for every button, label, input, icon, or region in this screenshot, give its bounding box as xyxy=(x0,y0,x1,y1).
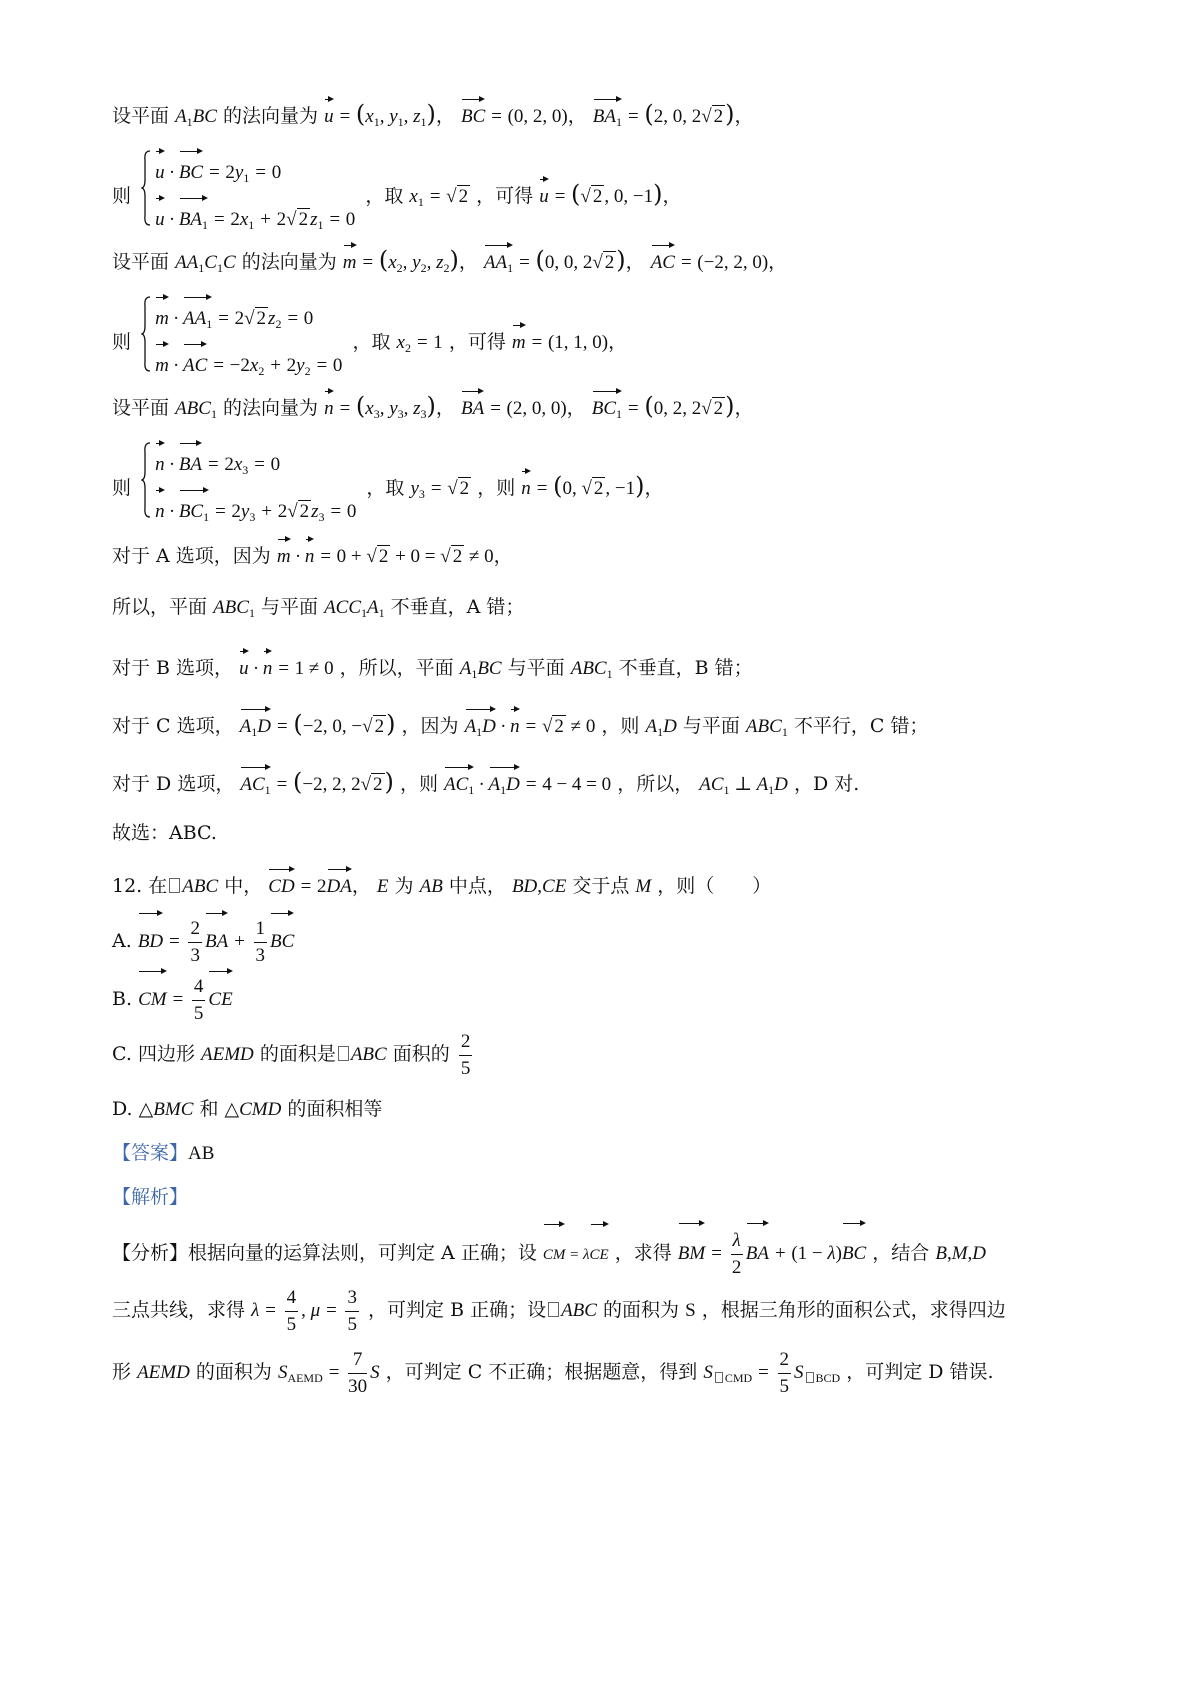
math-bmd: B,M,D xyxy=(935,1243,986,1264)
analysis-text-6: 的面积为 xyxy=(603,1299,680,1321)
math-u-def: $u = (x_1$, $y_1$, $z_1$) xyxy=(324,106,436,127)
text-because: ，因为 xyxy=(401,715,459,737)
math-bmc: △BMC xyxy=(138,1099,194,1120)
line-conclusion-a xyxy=(112,592,1140,628)
analysis-text-1: 根据向量的运算法则，可判定 A 正确；设 xyxy=(188,1242,537,1264)
line-option-d xyxy=(112,766,1140,805)
math-acc1a1: $ACC_1A_1$ xyxy=(324,597,385,620)
math-cmd: △CMD xyxy=(224,1099,282,1120)
text-comma: ， xyxy=(351,875,371,897)
answer-label: 【答案】 xyxy=(112,1142,189,1164)
line-option-c xyxy=(112,708,1140,747)
text-so-plane-2: ，所以，平面 xyxy=(339,657,454,679)
text-option-c: 对于 C 选项， xyxy=(112,715,234,737)
math-abc-2: ABC xyxy=(350,1044,387,1065)
text-is: 为 xyxy=(394,875,414,897)
text-normal-vector-2: 的法向量为 xyxy=(241,251,337,273)
math-cm-lambda-ce: CM = λCE xyxy=(543,1247,609,1263)
text-c-wrong: 不平行，C 错； xyxy=(793,715,929,737)
math-u-val: u = (√ 2 , 0, −1) xyxy=(539,186,662,207)
math-bc-vec: BC = (0, 2, 0) xyxy=(461,106,568,127)
text-take-2: ，取 xyxy=(352,331,391,353)
analysis-text-4: 三点共线，求得 xyxy=(112,1299,246,1321)
math-s-aemd: $S_{AEMD}$ = $\frac{7}{30}$ S xyxy=(277,1349,380,1398)
math-option-b: CM = $\frac{4}{5}$ CE xyxy=(138,989,233,1010)
equation-system-u: u · BC = $2y_1 = 0$ $u \cdot BA_1 = 2x_1 + 2√$ 2 $z_1 = 0$ xyxy=(141,150,355,244)
line-system-n: 则 n · BA = $2x_3 = 0$ $n \cdot BC_1 = 2y_3 + 2√$ 2 $z_3 = 0$ ，取 $y_3$ = √ 2 ，则 n = (0, √ 2 , −1)， xyxy=(112,442,1140,536)
text-then-5: ，则 xyxy=(601,715,640,737)
question-number: 12. 在 xyxy=(112,875,168,897)
math-two-fifths: $\frac{2}{5}$ xyxy=(460,1030,471,1079)
math-a1bc-b: $A_1BC$ xyxy=(459,658,502,681)
text-set-plane: 设平面 xyxy=(112,105,170,127)
missing-glyph-box-3 xyxy=(548,1302,559,1317)
answer-value: AB xyxy=(188,1143,215,1164)
question-option-a xyxy=(112,912,1140,969)
text-obtain-2: ，可得 xyxy=(448,331,506,353)
answer-line xyxy=(112,1138,1140,1169)
math-ba1-vec: $BA_1 = (2$, 0, 2√ 2) xyxy=(593,106,735,127)
analysis-text-11: ，可判定 D 错误. xyxy=(846,1361,994,1383)
math-abc1: $ABC_1$ xyxy=(175,398,217,421)
analysis-line-1 xyxy=(112,1222,1140,1283)
option-b-label: B. xyxy=(112,988,133,1010)
text-option-b: 对于 B 选项， xyxy=(112,657,234,679)
text-so-plane: 所以，平面 xyxy=(112,596,208,618)
question-12-stem xyxy=(112,868,1140,902)
math-e: E xyxy=(376,876,389,897)
text-take: ，取 xyxy=(365,185,404,207)
analysis-line-2 xyxy=(112,1282,1140,1339)
math-abc1-c: $ABC_1$ xyxy=(570,658,613,681)
text-d-right: ，D 对. xyxy=(793,773,860,795)
option-a-label: A. xyxy=(112,930,132,952)
option-c-text-c: 面积的 xyxy=(392,1043,450,1065)
equation-system-m: $m \cdot AA_1 = 2√$ 2 $z_2 = 0$ m · AC = $-2x_2 + 2y_2 = 0$ xyxy=(141,296,342,390)
math-n-def: $n = (x_3$, $y_3$, $z_3$) xyxy=(324,398,436,419)
math-ac1-dot-a1d: $AC_1 \cdot A_1D = 4 - 4 = 0$ xyxy=(444,774,611,795)
text-set-plane-3: 设平面 xyxy=(112,397,170,419)
line-normal-vector-abc1: 设平面 $ABC_1$ 的法向量为 $n = (x_3$, $y_3$, $z_3$)， BA = (2, 0, 0)， $BC_1 = (0$, 2, 2√ 2)， xyxy=(112,390,1140,429)
text-meet-at: 交于点 xyxy=(572,875,630,897)
math-abc: ABC xyxy=(182,876,219,897)
text-a-wrong: 不垂直，A 错； xyxy=(390,596,525,618)
math-x2-val: $x_2 = 1$ xyxy=(396,332,443,355)
line-option-a: 对于 A 选项，因为 m · n = 0 + √ 2 + 0 = √ 2 ≠ 0， xyxy=(112,538,1140,572)
line-normal-vector-a1bc: 设平面 $A_1BC$ 的法向量为 $u = (x_1$, $y_1$, $z_1$)， BC = (0, 2, 0)， $BA_1 = (2$, 0, 2√ 2)， xyxy=(112,98,1140,137)
math-a1d-dot-n: $A_1D \cdot n$ = √ 2 ≠ 0 xyxy=(465,716,596,737)
option-d-label: D. xyxy=(112,1098,133,1120)
math-x1-val: $x_1$ = √ 2 xyxy=(409,186,469,209)
line-choose xyxy=(112,818,1140,848)
math-u-dot-n: u · n = 1 ≠ 0 xyxy=(239,658,334,679)
question-option-d xyxy=(112,1094,1140,1125)
missing-glyph-box xyxy=(169,878,180,893)
line-system-m: 则 $m \cdot AA_1 = 2√$ 2 $z_2 = 0$ m · AC = $-2x_2 + 2y_2 = 0$ ，取 $x_2 = 1$ ，可得 m = (1, 1, 0)， xyxy=(112,296,1140,390)
missing-glyph-box-2 xyxy=(338,1046,349,1061)
math-n-val: n = (0, √ 2 , −1) xyxy=(521,478,644,499)
analysis-text-3: ，结合 xyxy=(872,1242,930,1264)
text-option-a: 对于 A 选项，因为 xyxy=(112,545,271,567)
math-a1d-vec: $A_1D = (-2$, 0, −√ 2) xyxy=(240,716,396,737)
math-aemd: AEMD xyxy=(201,1044,254,1065)
text-option-d: 对于 D 选项， xyxy=(112,773,235,795)
analysis-line-3 xyxy=(112,1344,1140,1406)
math-s: S xyxy=(685,1300,696,1321)
math-a1d: $A_1D$ xyxy=(645,716,677,739)
text-with-plane: 与平面 xyxy=(261,596,319,618)
text-choose-abc: 故选：ABC. xyxy=(112,822,217,844)
text-with-plane-3: 与平面 xyxy=(682,715,740,737)
analysis-text-5: ，可判定 B 正确；设 xyxy=(368,1299,547,1321)
fenxi-label: 【分析】 xyxy=(112,1242,189,1264)
analysis-label: 【解析】 xyxy=(112,1186,189,1208)
math-bm-expr: BM = $\frac{\lambda}{2}$ BA + (1 − λ)BC xyxy=(678,1243,866,1264)
math-y3-val: $y_3$ = √ 2 xyxy=(410,478,470,501)
math-abc1-b: $ABC_1$ xyxy=(213,597,255,620)
math-m-def: $m = (x_2$, $y_2$, $z_2$) xyxy=(343,252,459,273)
option-d-text: 的面积相等 xyxy=(287,1098,383,1120)
math-abc-3: ABC xyxy=(561,1300,597,1321)
math-bc1-vec: $BC_1 = (0$, 2, 2√ 2) xyxy=(592,398,735,419)
text-normal-vector-3: 的法向量为 xyxy=(223,397,319,419)
math-lambda-mu: λ = $\frac{4}{5}$ , μ = $\frac{3}{5}$ xyxy=(251,1287,357,1336)
text-then: 则 xyxy=(112,185,132,207)
text-take-3: ，取 xyxy=(366,477,405,499)
text-so: ，所以， xyxy=(617,773,694,795)
math-a1bc: $A_1BC$ xyxy=(175,106,217,129)
text-in: 中， xyxy=(224,875,263,897)
math-m-val: m = (1, 1, 0) xyxy=(512,332,608,353)
analysis-heading xyxy=(112,1182,1140,1212)
analysis-text-2: ，求得 xyxy=(614,1242,672,1264)
math-abc1-d: $ABC_1$ xyxy=(745,716,788,739)
text-then-paren: ，则（ ） xyxy=(657,875,772,897)
line-system-u: 则 u · BC = $2y_1 = 0$ $u \cdot BA_1 = 2x_1 + 2√$ 2 $z_1 = 0$ ，取 $x_1$ = √ 2 ，可得 u = (√ 2 , 0, −1)， xyxy=(112,150,1140,244)
option-d-and: 和 xyxy=(199,1098,219,1120)
text-then-6: ，则 xyxy=(399,773,438,795)
text-b-wrong: 不垂直，B 错； xyxy=(618,657,753,679)
text-set-plane-2: 设平面 xyxy=(112,251,170,273)
line-option-b xyxy=(112,650,1140,689)
text-then-2: 则 xyxy=(112,331,132,353)
analysis-text-7: ，根据三角形的面积公式，求得四边 xyxy=(701,1299,1006,1321)
math-bd-ce: BD,CE xyxy=(511,876,567,897)
option-c-text-b: 的面积是 xyxy=(259,1043,336,1065)
question-option-b xyxy=(112,970,1140,1027)
text-with-plane-2: 与平面 xyxy=(507,657,565,679)
math-aa1-vec: $AA_1 = (0$, 0, 2√ 2) xyxy=(484,252,626,273)
math-option-a: BD = $\frac{2}{3}$ BA + $\frac{1}{3}$ BC xyxy=(138,931,294,952)
math-aa1c1c: $AA_1C_1C$ xyxy=(175,252,236,275)
analysis-text-10: ，可判定 C 不正确；根据题意，得到 xyxy=(385,1361,698,1383)
math-aemd-2: AEMD xyxy=(137,1362,190,1383)
math-s-cmd: S $_{CMD}$ = $\frac{2}{5}$ S $_{BCD}$ xyxy=(703,1349,841,1398)
math-perp: $AC_1$ ⊥ $A_1D$ xyxy=(699,774,788,797)
math-ba-vec: BA = (2, 0, 0) xyxy=(461,398,567,419)
text-midpoint: 中点， xyxy=(448,875,506,897)
math-m-point: M xyxy=(635,876,652,897)
math-m-dot-n: m · n = 0 + √ 2 + 0 = √ 2 ≠ 0 xyxy=(277,546,494,567)
option-c-text-a: C. 四边形 xyxy=(112,1043,195,1065)
text-then-4: ，则 xyxy=(477,477,516,499)
equation-system-n: n · BA = $2x_3 = 0$ $n \cdot BC_1 = 2y_3 + 2√$ 2 $z_3 = 0$ xyxy=(141,442,356,536)
math-cd-2da: CD = 2DA xyxy=(268,876,352,897)
question-option-c xyxy=(112,1028,1140,1082)
analysis-text-9: 的面积为 xyxy=(195,1361,272,1383)
line-normal-vector-aa1c1c: 设平面 $AA_1C_1C$ 的法向量为 $m = (x_2$, $y_2$, $z_2$)， $AA_1 = (0$, 0, 2√ 2)， AC = (−2, 2, 0)， xyxy=(112,244,1140,283)
text-normal-vector: 的法向量为 xyxy=(223,105,319,127)
math-ac1-vec: $AC_1 = (-2$, 2, 2√ 2) xyxy=(240,774,394,795)
math-ab: AB xyxy=(419,876,443,897)
analysis-text-8: 形 xyxy=(112,1361,132,1383)
text-obtain: ，可得 xyxy=(476,185,534,207)
text-then-3: 则 xyxy=(112,477,132,499)
math-ac-vec: AC = (−2, 2, 0) xyxy=(651,252,768,273)
